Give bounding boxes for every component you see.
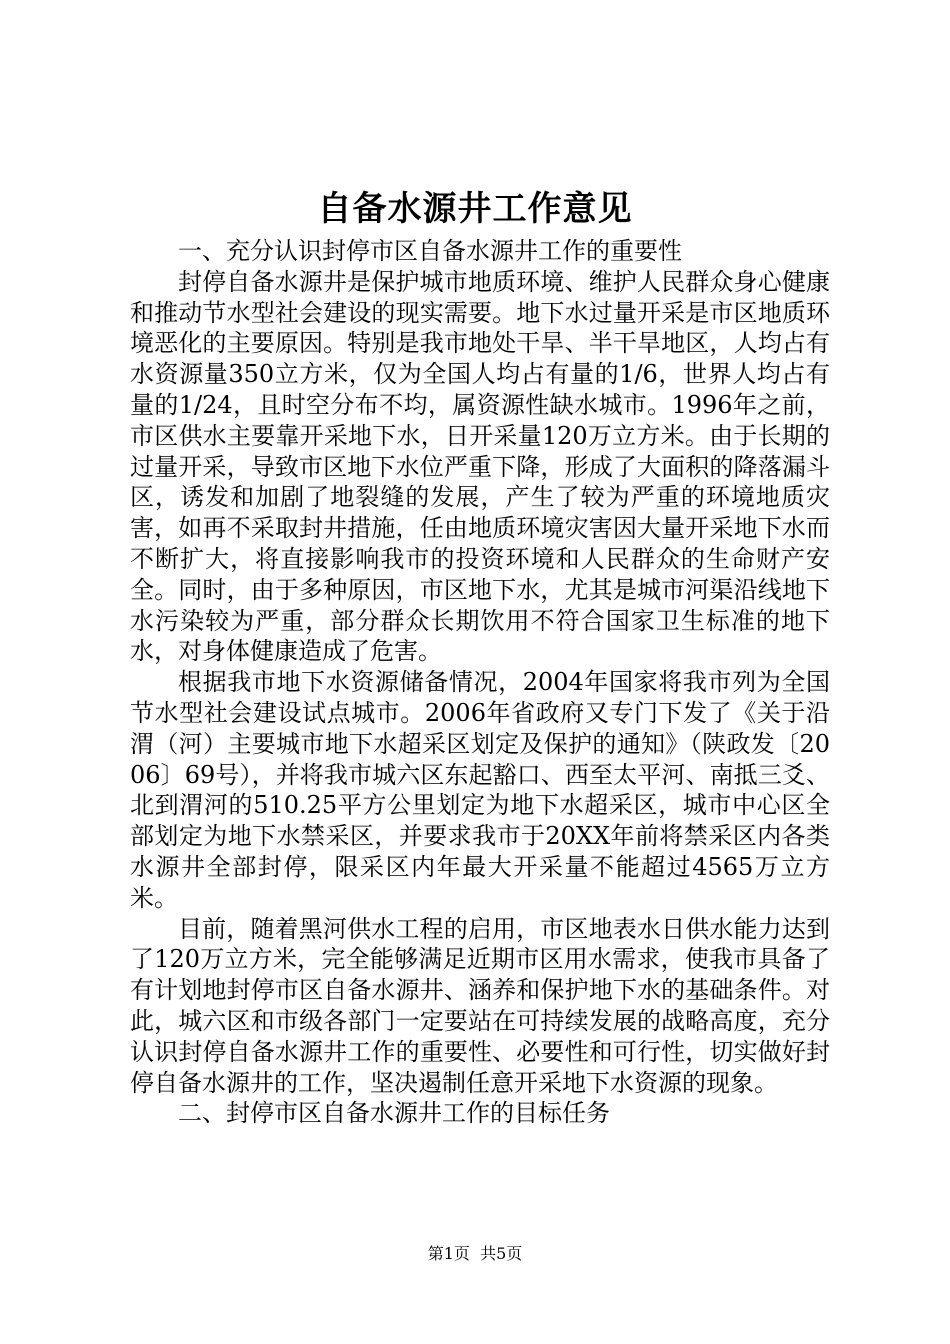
section-heading-2: 二、封停市区自备水源井工作的目标任务 [178,1099,610,1128]
body-paragraph: 目前，随着黑河供水工程的启用，市区地表水日供水能力达到了120万立方米，完全能够满足近期市区用水需求，使我市具备了有计划地封停市区自备水源井、涵养和保护地下水的基础条件。对此，城六区和市级各部门一定要站在可持续发展的战略高度，充分认识封停自备水源井工作的重要性、必要性和可行性，切实做好封停自备水源井的工作，坚决遏制任意开采地下水资源的现象。 [130,914,830,1097]
document-body [130,236,830,1129]
body-paragraph: 根据我市地下水资源储备情况，2004年国家将我市列为全国节水型社会建设试点城市。2006年省政府又专门下发了《关于沿渭（河）主要城市地下水超采区划定及保护的通知》（陕政发〔2006〕69号），并将我市城六区东起豁口、西至太平河、南抵三爻、北到渭河的510.25平方公里划定为地下水超采区，城市中心区全部划定为地下水禁采区，并要求我市于20XX年前将禁采区内各类水源井全部封停，限采区内年最大开采量不能超过4565万立方米。 [130,668,830,912]
page-footer [0,1244,950,1264]
page-number: 第1页 [427,1244,470,1263]
document-title: 自备水源井工作意见 [317,189,633,229]
body-paragraph: 封停自备水源井是保护城市地质环境、维护人民群众身心健康和推动节水型社会建设的现实需要。地下水过量开采是市区地质环境恶化的主要原因。特别是我市地处干旱、半干旱地区，人均占有水资源量350立方米，仅为全国人均占有量的1/6，世界人均占有量的1/24，且时空分布不均，属资源性缺水城市。1996年之前，市区供水主要靠开采地下水，日开采量120万立方米。由于长期的过量开采，导致市区地下水位严重下降，形成了大面积的降落漏斗区，诱发和加剧了地裂缝的发展，产生了较为严重的环境地质灾害，如再不采取封井措施，任由地质环境灾害因大量开采地下水而不断扩大，将直接影响我市的投资环境和人民群众的生命财产安全。同时，由于多种原因，市区地下水，尤其是城市河渠沿线地下水污染较为严重，部分群众长期饮用不符合国家卫生标准的地下水，对身体健康造成了危害。 [130,267,830,666]
page-total: 共5页 [480,1244,523,1263]
section-heading-1: 一、充分认识封停市区自备水源井工作的重要性 [178,237,682,265]
